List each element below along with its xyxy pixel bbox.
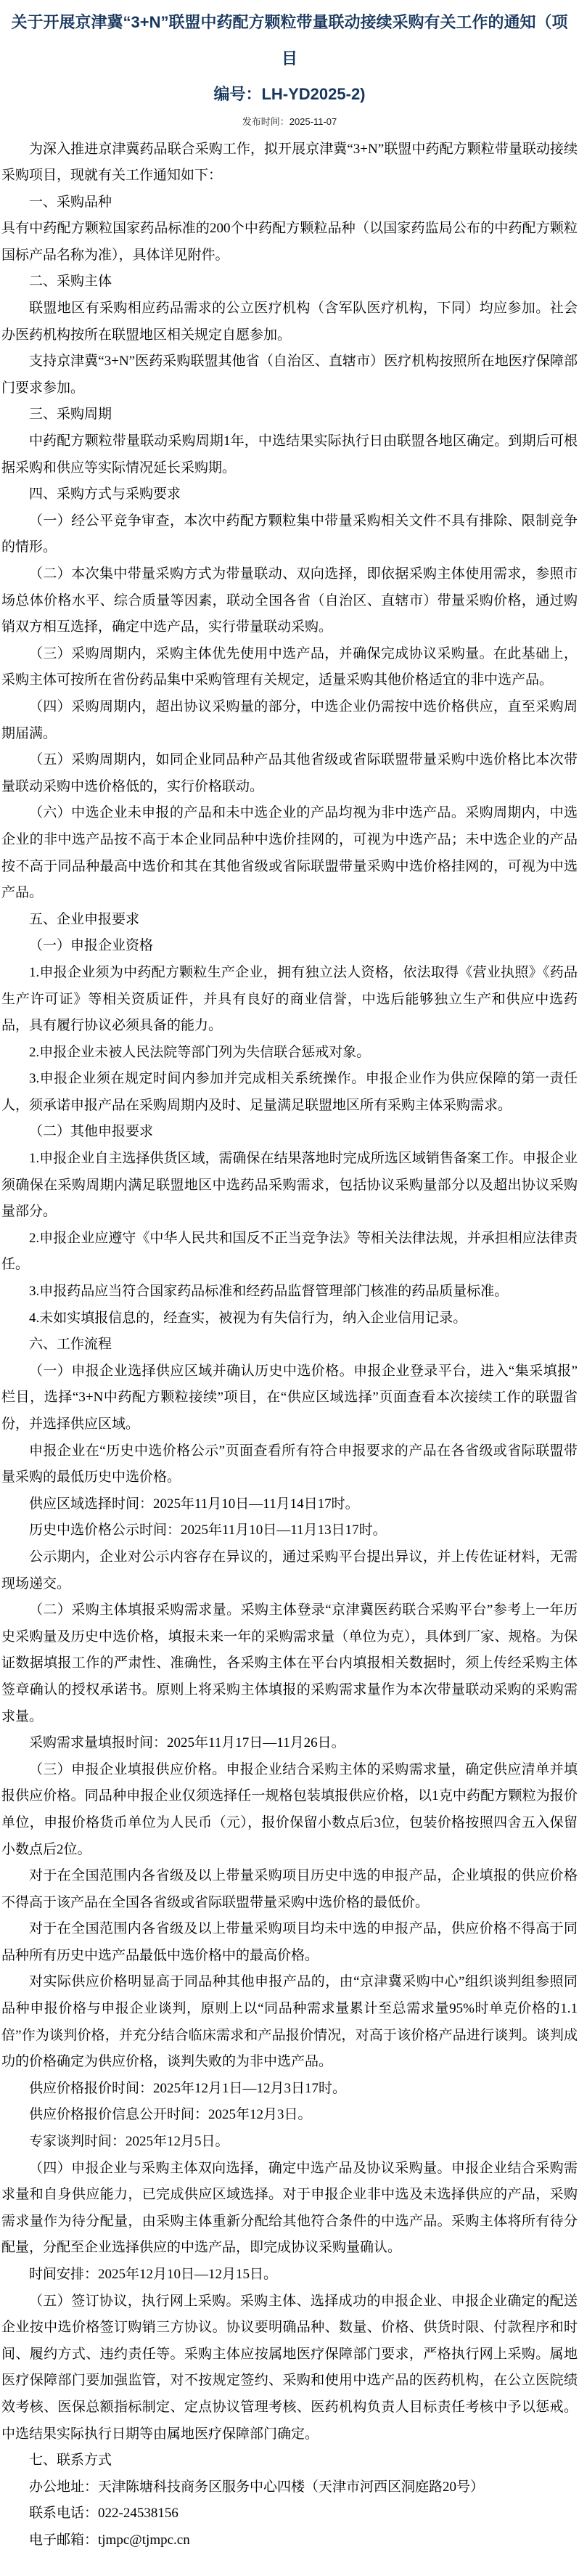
publish-date: 发布时间：2025-11-07	[242, 115, 337, 127]
paragraph: 联系电话：022-24538156	[29, 2506, 178, 2522]
paragraph: （一）申报企业资格	[29, 938, 154, 954]
paragraph: 采购需求量填报时间：2025年11月17日—11月26日。	[29, 1735, 345, 1751]
title-line-2: 编号：LH-YD2025-2)	[213, 85, 366, 103]
paragraph: 办公地址：天津陈塘科技商务区服务中心四楼（天津市河西区洞庭路20号）	[29, 2479, 485, 2495]
paragraph: 六、工作流程	[29, 1337, 112, 1353]
paragraph: （二）采购主体填报采购需求量。采购主体登录“京津冀医药联合采购平台”参考上一年历史采购量及历史中选价格，填报未来一年的采购需求量（单位为克），具体到厂家、规格。为保证数据填报工作的严肃性、准确性，各采购主体在平台内填报相关数据时，须上传经采购主体签章确认的授权承诺书。原则上将采购主体填报的采购需求量作为本次带量联动采购的采购需求量。	[1, 1602, 578, 1724]
paragraph: （二）本次集中带量采购方式为带量联动、双向选择，即依据采购主体使用需求，参照市场总体价格水平、综合质量等因素，联动全国各省（自治区、直辖市）带量采购价格，通过购销双方相互选择，确定中选产品，实行带量联动采购。	[1, 566, 578, 635]
paragraph: 电子邮箱：tjmpc@tjmpc.cn	[29, 2532, 190, 2548]
paragraph: 四、采购方式与采购要求	[29, 486, 181, 502]
paragraph: （一）经公平竞争审查，本次中药配方颗粒集中带量采购相关文件不具有排除、限制竞争的情形。	[1, 513, 578, 555]
document-body	[0, 134, 579, 2576]
paragraph: 3.申报药品应当符合国家药品标准和经药品监督管理部门核准的药品质量标准。	[29, 1284, 509, 1300]
paragraph: 3.申报企业须在规定时间内参加并完成相关系统操作。申报企业作为供应保障的第一责任人，须承诺申报产品在采购周期内及时、足量满足联盟地区所有采购主体采购需求。	[1, 1071, 578, 1113]
paragraph: 2.申报企业应遵守《中华人民共和国反不正当竞争法》等相关法律法规，并承担相应法律责任。	[1, 1230, 578, 1273]
paragraph: （二）其他申报要求	[29, 1124, 154, 1140]
paragraph: 申报企业在“历史中选价格公示”页面查看所有符合申报要求的产品在各省级或省际联盟带量采购的最低历史中选价格。	[1, 1443, 578, 1485]
paragraph: 三、采购周期	[29, 407, 112, 423]
paragraph: 对于在全国范围内各省级及以上带量采购项目历史中选的申报产品，企业填报的供应价格不得高于该产品在全国各省级或省际联盟带量采购中选价格的最低价。	[1, 1868, 578, 1910]
paragraph: 二、采购主体	[29, 274, 112, 290]
paragraph: 历史中选价格公示时间：2025年11月10日—11月13日17时。	[29, 1523, 387, 1538]
paragraph: 支持京津冀“3+N”医药采购联盟其他省（自治区、直辖市）医疗机构按照所在地医疗保障部门要求参加。	[1, 354, 578, 396]
paragraph: （五）签订协议，执行网上采购。采购主体、选择成功的申报企业、申报企业确定的配送企业按中选价格签订购销三方协议。协议要明确品种、数量、价格、供货时限、付款程序和时间、履约方式、违约责任等。采购主体应按属地医疗保障部门要求，严格执行网上采购。属地医疗保障部门要加强监管，对不按规定签约、采购和使用中选产品的医药机构，在公立医院绩效考核、医保总额指标制定、定点协议管理考核、医药机构负责人目标责任考核中予以惩戒。中选结果实际执行日期等由属地医疗保障部门确定。	[1, 2293, 578, 2442]
paragraph: 对实际供应价格明显高于同品种其他申报产品的，由“京津冀采购中心”组织谈判组参照同品种申报价格与申报企业谈判，原则上以“同品种需求量累计至总需求量95%时单克价格的1.1倍”作为谈判价格，并充分结合临床需求和产品报价情况，对高于该价格产品进行谈判。谈判成功的价格确定为供应价格，谈判失败的为非中选产品。	[1, 1974, 578, 2070]
paragraph: 联盟地区有采购相应药品需求的公立医疗机构（含军队医疗机构，下同）均应参加。社会办医药机构按所在联盟地区相关规定自愿参加。	[1, 301, 578, 343]
page-title	[7, 4, 572, 113]
paragraph: 具有中药配方颗粒国家药品标准的200个中药配方颗粒品种（以国家药监局公布的中药配方颗粒国标产品名称为准），具体详见附件。	[1, 221, 578, 263]
title-line-1: 关于开展京津冀“3+N”联盟中药配方颗粒带量联动接续采购有关工作的通知（项目	[11, 13, 568, 68]
paragraph: 五、企业申报要求	[29, 911, 140, 927]
paragraph: 公示期内，企业对公示内容存在异议的，通过采购平台提出异议，并上传佐证材料，无需现场递交。	[1, 1549, 578, 1591]
paragraph: 一、采购品种	[29, 194, 112, 210]
paragraph: 时间安排：2025年12月10日—12月15日。	[29, 2267, 278, 2282]
paragraph: 中药配方颗粒带量联动采购周期1年，中选结果实际执行日由联盟各地区确定。到期后可根据采购和供应等实际情况延长采购期。	[1, 433, 578, 476]
paragraph: 4.未如实填报信息的，经查实，被视为有失信行为，纳入企业信用记录。	[29, 1310, 467, 1326]
paragraph: 1.申报企业须为中药配方颗粒生产企业，拥有独立法人资格，依法取得《营业执照》《药品生产许可证》等相关资质证件，并具有良好的商业信誉，中选后能够独立生产和供应中选药品，具有履行协议必须具备的能力。	[1, 964, 578, 1034]
paragraph: （一）申报企业选择供应区域并确认历史中选价格。申报企业登录平台，进入“集采填报”栏目，选择“3+N中药配方颗粒接续”项目，在“供应区域选择”页面查看本次接续工作的联盟省份，并选择供应区域。	[1, 1363, 578, 1432]
paragraph: 对于在全国范围内各省级及以上带量采购项目均未中选的申报产品，供应价格不得高于同品种所有历史中选产品最低中选价格中的最高价格。	[1, 1921, 578, 1963]
paragraph: （五）采购周期内，如同企业同品种产品其他省级或省际联盟带量采购中选价格比本次带量联动采购中选价格低的，实行价格联动。	[1, 752, 578, 794]
paragraph: 供应价格报价信息公开时间：2025年12月3日。	[29, 2107, 312, 2123]
paragraph: （四）采购周期内，超出协议采购量的部分，中选企业仍需按中选价格供应，直至采购周期届满。	[1, 698, 578, 741]
paragraph: （三）申报企业填报供应价格。申报企业结合采购主体的采购需求量，确定供应清单并填报供应价格。同品种申报企业仅须选择任一规格包装填报供应价格，以1克中药配方颗粒为报价单位，申报价格货币单位为人民币（元），报价保留小数点后3位，包装价格按照四舍五入保留小数点后2位。	[1, 1761, 578, 1857]
document-header	[0, 0, 579, 128]
paragraph: 供应价格报价时间：2025年12月1日—12月3日17时。	[29, 2080, 347, 2096]
paragraph: 供应区域选择时间：2025年11月10日—11月14日17时。	[29, 1496, 359, 1512]
paragraph: 专家谈判时间：2025年12月5日。	[29, 2134, 229, 2150]
paragraph: （六）中选企业未申报的产品和未中选企业的产品均视为非中选产品。采购周期内，中选企业的非中选产品按不高于本企业同品种中选价挂网的，可视为中选产品；未中选企业的产品按不高于同品种最高中选价和其在其他省级或省际联盟带量采购中选价格挂网的，可视为中选产品。	[1, 805, 578, 901]
paragraph: 为深入推进京津冀药品联合采购工作，拟开展京津冀“3+N”联盟中药配方颗粒带量联动接续采购项目，现就有关工作通知如下：	[1, 141, 578, 184]
paragraph: （三）采购周期内，采购主体优先使用中选产品，并确保完成协议采购量。在此基础上，采购主体可按所在省份药品集中采购管理有关规定，适量采购其他价格适宜的非中选产品。	[1, 645, 578, 688]
paragraph: 2.申报企业未被人民法院等部门列为失信联合惩戒对象。	[29, 1044, 371, 1060]
paragraph: （四）申报企业与采购主体双向选择，确定中选产品及协议采购量。申报企业结合采购需求量和自身供应能力，已完成供应区域选择。对于申报企业非中选及未选择供应的产品，采购需求量作为待分配量，由采购主体重新分配给其他符合条件的中选产品。采购主体将所有待分配量，分配至企业选择供应的中选产品，即完成协议采购量确认。	[1, 2160, 578, 2256]
paragraph: 七、联系方式	[29, 2453, 112, 2469]
paragraph: 1.申报企业自主选择供货区域，需确保在结果落地时完成所选区域销售备案工作。申报企业须确保在采购周期内满足联盟地区中选药品采购需求，包括协议采购量部分以及超出协议采购量部分。	[1, 1151, 578, 1220]
